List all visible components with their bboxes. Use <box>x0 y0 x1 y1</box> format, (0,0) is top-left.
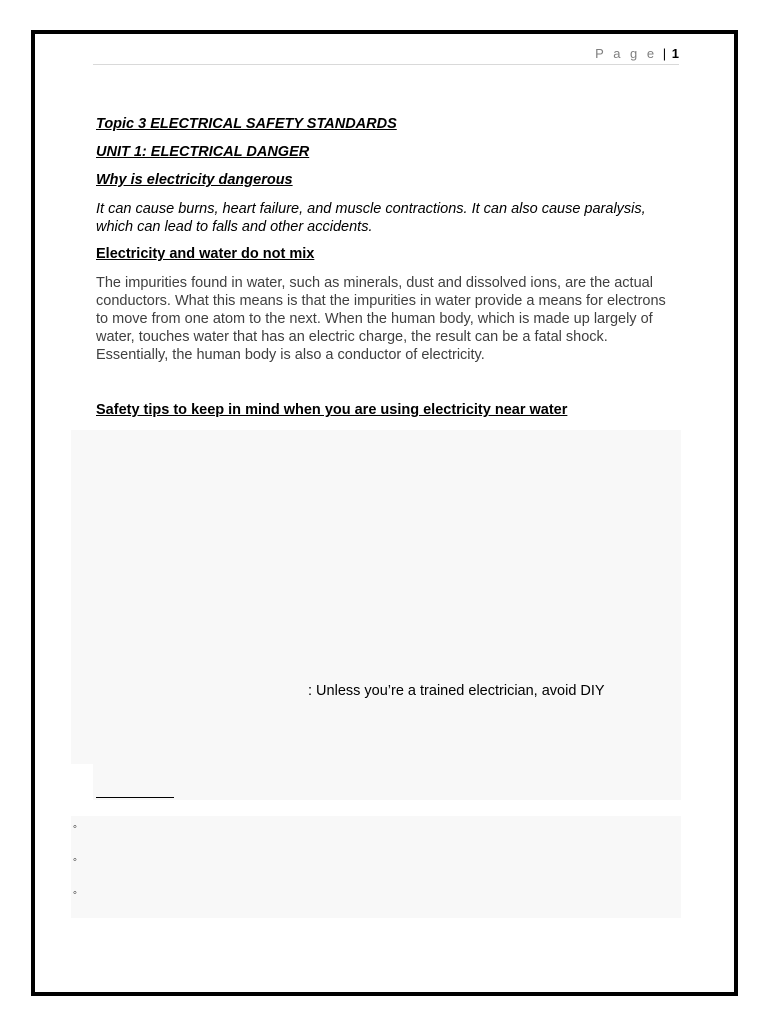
page-header <box>93 44 679 65</box>
block-notch <box>71 764 93 800</box>
page-label: P a g e <box>595 46 658 61</box>
shaded-content-block <box>71 430 681 800</box>
topic-title: Topic 3 ELECTRICAL SAFETY STANDARDS <box>96 116 397 132</box>
why-heading: Why is electricity dangerous <box>96 172 293 188</box>
unit-title: UNIT 1: ELECTRICAL DANGER <box>96 144 310 160</box>
tips-heading: Safety tips to keep in mind when you are using electricity near water <box>96 402 568 418</box>
list-bullet: ◦ <box>73 887 77 899</box>
diy-tip-text: : Unless you’re a trained electrician, avoid DIY <box>308 683 605 699</box>
list-bullet: ◦ <box>73 854 77 866</box>
water-paragraph: The impurities found in water, such as minerals, dust and dissolved ions, are the actual conductors. What this means is that the impurities in water provide a means for electrons to move from one atom to the next. When the human body, which is made up largely of water, touches water that has an electric charge, the result can be a fatal shock. Essentially, the human body is also a conductor of electricity. <box>96 275 666 363</box>
why-paragraph: It can cause burns, heart failure, and muscle contractions. It can also cause paralysis, which can lead to falls and other accidents. <box>96 201 646 235</box>
document-page <box>31 30 738 996</box>
tips-list <box>71 816 681 918</box>
page-number: 1 <box>671 46 679 61</box>
water-heading: Electricity and water do not mix <box>96 246 315 262</box>
page-separator: | <box>662 46 667 61</box>
list-bullet: ◦ <box>73 821 77 833</box>
short-underline <box>96 797 174 798</box>
